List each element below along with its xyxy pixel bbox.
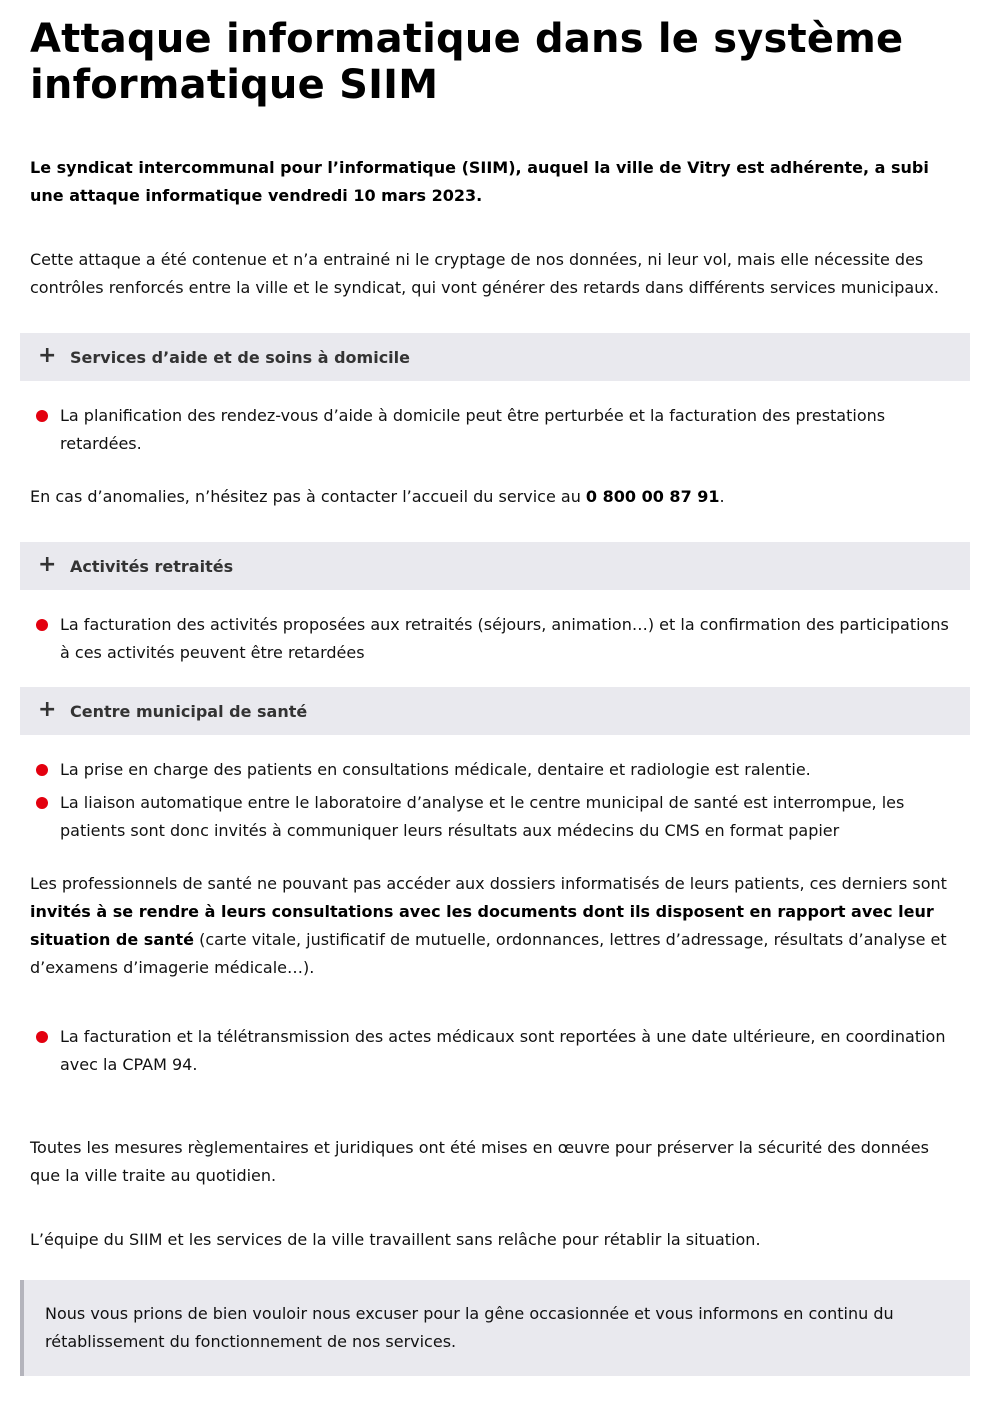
intro-paragraph: Cette attaque a été contenue et n’a entrainé ni le cryptage de nos données, ni leur vol, mais elle nécessite des contrôles renforcés entre la ville et le syndicat, qui vont générer des retards dans différents services municipaux.: [30, 250, 939, 297]
health-text-bold: invités à se rendre à leurs consultations avec les documents dont ils disposent en rapport avec leur situation de santé: [30, 902, 934, 949]
accordion-retirees[interactable]: [20, 542, 970, 590]
list-item: [30, 1023, 955, 1079]
plus-icon: +: [38, 343, 57, 368]
accordion-label: Centre municipal de santé: [70, 701, 308, 721]
bullet-dot-icon: [36, 619, 48, 631]
list-item-text: La facturation et la télétransmission des actes médicaux sont reportées à une date ultérieure, en coordination avec la CPAM 94.: [60, 1027, 946, 1074]
plus-icon: +: [38, 697, 57, 722]
bullet-dot-icon: [36, 764, 48, 776]
notice-text: Nous vous prions de bien vouloir nous excuser pour la gêne occasionnée et vous informons en continu du rétablissement du fonctionnement de nos services.: [45, 1304, 894, 1351]
list-item: [30, 402, 955, 458]
team-paragraph: L’équipe du SIIM et les services de la ville travaillent sans relâche pour rétablir la situation.: [30, 1230, 761, 1249]
accordion-home-care[interactable]: [20, 333, 970, 381]
list-item-text: La prise en charge des patients en consultations médicale, dentaire et radiologie est ralentie.: [60, 760, 811, 779]
bullet-dot-icon: [36, 1031, 48, 1043]
health-text-start: Les professionnels de santé ne pouvant pas accéder aux dossiers informatisés de leurs patients, ces derniers sont: [30, 874, 947, 893]
accordion-label: Activités retraités: [70, 556, 234, 576]
list-item-text: La liaison automatique entre le laboratoire d’analyse et le centre municipal de santé est interrompue, les patients sont donc invités à communiquer leurs résultats aux médecins du CMS en format papier: [60, 793, 905, 840]
health-paragraph: [30, 870, 960, 982]
list-item: [30, 756, 955, 784]
list-item: [30, 611, 955, 667]
measures-paragraph: Toutes les mesures règlementaires et juridiques ont été mises en œuvre pour préserver la sécurité des données que la ville traite au quotidien.: [30, 1138, 929, 1185]
plus-icon: +: [38, 552, 57, 577]
bullet-dot-icon: [36, 410, 48, 422]
page-title: Attaque informatique dans le système informatique SIIM: [30, 16, 904, 108]
contact-end: .: [719, 487, 725, 506]
contact-paragraph: [30, 483, 960, 511]
health-text-end: (carte vitale, justificatif de mutuelle, ordonnances, lettres d’adressage, résultats d’analyse et d’examens d’imagerie médicale…).: [30, 930, 947, 977]
notice-box: [20, 1280, 970, 1376]
list-item-text: La planification des rendez-vous d’aide à domicile peut être perturbée et la facturation des prestations retardées.: [60, 406, 886, 453]
list-item: [30, 789, 955, 845]
contact-phone: 0 800 00 87 91: [585, 487, 720, 506]
lead-paragraph: Le syndicat intercommunal pour l’informatique (SIIM), auquel la ville de Vitry est adhérente, a subi une attaque informatique vendredi 10 mars 2023.: [30, 158, 929, 205]
contact-text: En cas d’anomalies, n’hésitez pas à contacter l’accueil du service au: [30, 487, 586, 506]
accordion-label: Services d’aide et de soins à domicile: [70, 347, 410, 367]
accordion-health-center[interactable]: [20, 687, 970, 735]
bullet-dot-icon: [36, 797, 48, 809]
list-item-text: La facturation des activités proposées aux retraités (séjours, animation…) et la confirmation des participations à ces activités peuvent être retardées: [60, 615, 949, 662]
